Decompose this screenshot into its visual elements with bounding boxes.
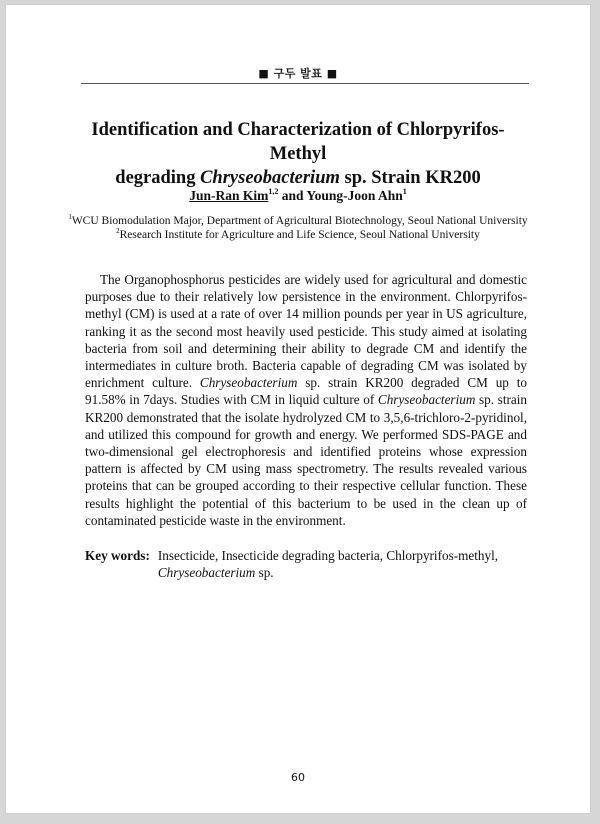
keywords-list	[158, 547, 527, 581]
abstract-genus-1: Chryseobacterium	[199, 375, 298, 391]
abstract-genus-2: Chryseobacterium	[377, 392, 476, 408]
keywords-post: sp.	[255, 565, 274, 581]
document-page	[5, 4, 591, 814]
section-header: ■ 구두 발표 ■	[258, 67, 338, 80]
title-genus: Chryseobacterium	[200, 168, 340, 188]
abstract-body	[85, 271, 527, 529]
affiliation-2	[6, 227, 590, 241]
affiliation-1-text: WCU Biomodulation Major, Department of Agricultural Biotechnology, Seoul National University	[71, 215, 528, 227]
affiliation-2-marker: 2	[116, 227, 120, 235]
abstract-part-1: The Organophosphorus pesticides are widely used for agricultural and domestic purposes due to their relatively low persistence in the environment. Chlorpyrifos-methyl (CM) is used at a rate of over 14 million pounds per year in US agriculture, ranking it as the second most heavily used pesticide. This study aimed at isolating bacteria from soil and determining their ability to degrade CM and identify the intermediates in culture broth. Bacteria capable of degrading CM was isolated by enrichment culture.	[85, 272, 527, 391]
author-joiner: and	[278, 188, 307, 203]
author-first: Jun-Ran Kim	[189, 188, 269, 203]
title-line-2-pre: degrading	[115, 168, 201, 188]
affiliation-1	[6, 213, 590, 227]
keywords-label: Key words:	[85, 548, 150, 563]
keywords-text: Insecticide, Insecticide degrading bacteria, Chlorpyrifos-methyl,	[157, 548, 499, 563]
abstract-part-3: sp. strain KR200 demonstrated that the isolate hydrolyzed CM to 3,5,6-trichloro-2-pyridinol, and utilized this compound for growth and energy. We performed SDS-PAGE and two-dimensional gel electrophoresis and identified proteins whose expression pattern is affected by CM using mass spectrometry. The results revealed various proteins that can be grouped according to their respective cellular function. These results highlight the potential of this bacterium to be used in the clean up of contaminated pesticide waste in the environment.	[85, 392, 527, 528]
header-divider	[81, 83, 529, 84]
abstract-part-2: sp. strain KR200 degraded CM up to 91.58% in 7days. Studies with CM in liquid culture of	[85, 375, 527, 408]
author-list	[6, 187, 590, 204]
keywords	[85, 547, 527, 581]
author-first-affil: 1,2	[268, 187, 279, 196]
title-line-1: Identification and Characterization of Chlorpyrifos-Methyl	[91, 120, 505, 164]
author-second-affil: 1	[402, 187, 407, 196]
title-line-2-post: sp. Strain KR200	[339, 168, 481, 188]
affiliation-2-text: Research Institute for Agriculture and Life Science, Seoul National University	[119, 229, 480, 241]
page-number: 60	[291, 771, 305, 784]
affiliation-1-marker: 1	[68, 213, 72, 221]
paper-title	[66, 118, 530, 190]
keywords-genus: Chryseobacterium	[157, 565, 256, 581]
author-second: Young-Joon Ahn	[306, 188, 403, 203]
